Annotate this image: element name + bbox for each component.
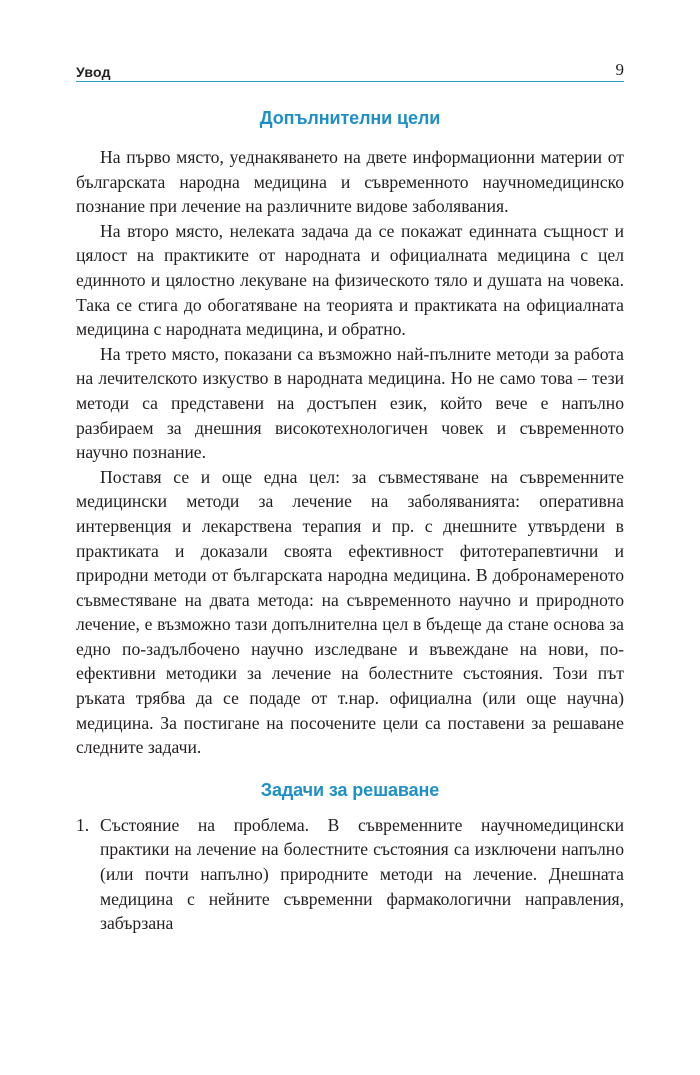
section-heading-tasks: Задачи за решаване bbox=[260, 779, 440, 800]
section-heading-additional-goals: Допълнителни цели bbox=[259, 108, 441, 128]
list-item bbox=[76, 813, 624, 936]
header-rule bbox=[76, 81, 624, 82]
tasks-list bbox=[76, 813, 624, 936]
paragraph-second: На второ място, нелеката задача да се покажат единната същност и цялост на практиките от народната и официалната медицина с цел единното и цялостно лекуване на физическото тяло и душата на човека. Така се стига до обогатяване на теорията и практиката на официалната медицина с народната медицина, и обратно. bbox=[76, 220, 624, 340]
running-title: Увод bbox=[76, 64, 111, 80]
page-number: 9 bbox=[615, 60, 624, 79]
page-body bbox=[76, 100, 624, 936]
paragraph-fourth: Поставя се и още една цел: за съвместяване на съвременните медицински методи за лечение на заболяванията: оперативна интервенция и лекарствена терапия и пр. с днешните утвърдени в практиката и доказали своята ефективност фитотерапевтични и природни методи от българската народна медицина. В добронамереното съвместяване на двата метода: на съвременното научно и природното лечение, е възможно тази допълнителна цел в бъдеще да стане основа за едно по-задълбочено научно изследване и въвеждане на нови, по-ефективни методики за лечение на болестните състояния. Този път ръката трябва да се подаде от т.нар. официална (или още научна) медицина. За постигане на посочените цели са поставени за решаване следните задачи. bbox=[76, 466, 624, 758]
list-item-text: Състояние на проблема. В съвременните научномедицински практики на лечение на болестните състояния са изключени напълно (или почти напълно) природните методи на лечение. Днешната медицина с нейните съвременни фармакологични направления, забързана bbox=[100, 814, 624, 934]
running-head bbox=[76, 56, 624, 80]
paragraph-first: На първо място, уеднакяването на двете информационни материи от българската народна медицина и съвременното научномедицинско познание при лечение на различните видове заболявания. bbox=[76, 147, 624, 217]
list-item-number: 1. bbox=[76, 814, 90, 835]
paragraph-third: На трето място, показани са възможно най-пълните методи за работа на лечителското изкуство в народната медицина. Но не само това – тези методи са представени на достъпен език, който вече е напълно разбираем за днешния високотехнологичен човек и съвременното научно познание. bbox=[76, 343, 624, 463]
